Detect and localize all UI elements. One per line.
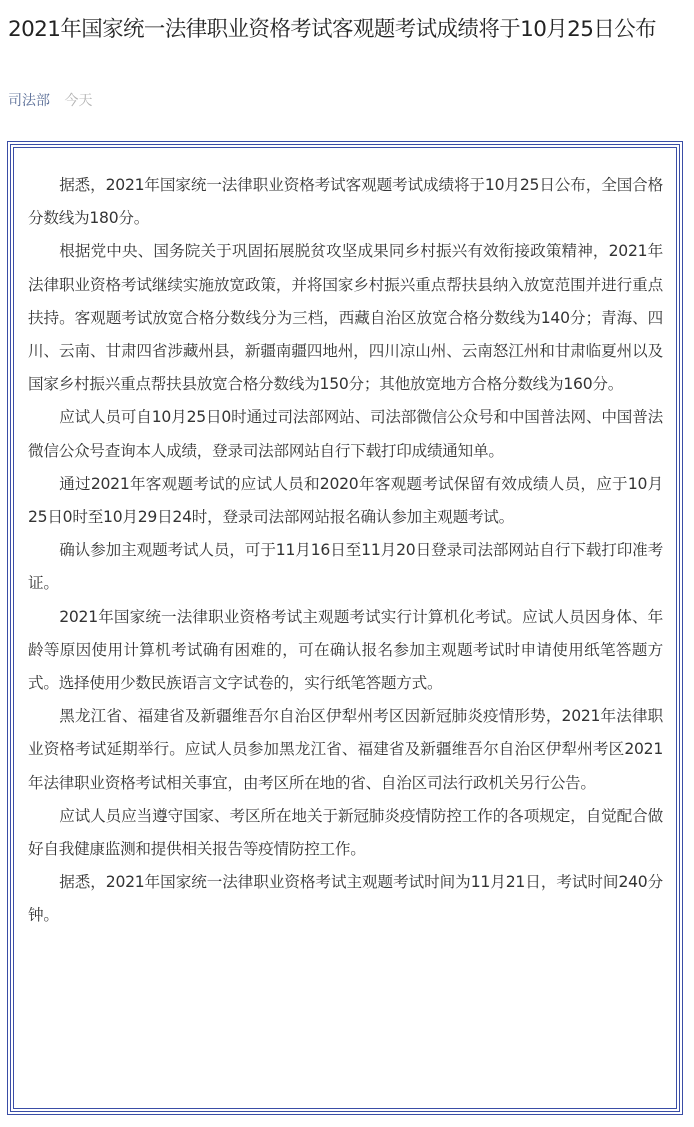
paragraph: 确认参加主观题考试人员，可于11月16日至11月20日登录司法部网站自行下载打印准考证。 [28, 541, 663, 593]
paragraph: 黑龙江省、福建省及新疆维吾尔自治区伊犁州考区因新冠肺炎疫情形势，2021年法律职业资格考试延期举行。应试人员参加黑龙江省、福建省及新疆维吾尔自治区伊犁州考区2021年法律职业资格考试相关事宜，由考区所在地的省、自治区司法行政机关另行公告。 [28, 707, 663, 792]
paragraph: 据悉，2021年国家统一法律职业资格考试主观题考试时间为11月21日，考试时间240分钟。 [28, 873, 663, 925]
article-content [28, 169, 663, 933]
paragraph: 应试人员应当遵守国家、考区所在地关于新冠肺炎疫情防控工作的各项规定，自觉配合做好自我健康监测和提供相关报告等疫情防控工作。 [28, 806, 663, 859]
publish-date: 今天 [64, 93, 93, 109]
source-link[interactable]: 司法部 [8, 93, 50, 109]
article-meta [8, 91, 92, 111]
paragraph: 通过2021年客观题考试的应试人员和2020年客观题考试保留有效成绩人员，应于10月25日0时至10月29日24时，登录司法部网站报名确认参加主观题考试。 [28, 474, 663, 527]
article-title: 2021年国家统一法律职业资格考试客观题考试成绩将于10月25日公布 [8, 17, 657, 42]
paragraph: 应试人员可自10月25日0时通过司法部网站、司法部微信公众号和中国普法网、中国普法微信公众号查询本人成绩，登录司法部网站自行下载打印成绩通知单。 [28, 408, 663, 460]
paragraph: 根据党中央、国务院关于巩固拓展脱贫攻坚成果同乡村振兴有效衔接政策精神，2021年法律职业资格考试继续实施放宽政策，并将国家乡村振兴重点帮扶县纳入放宽范围并进行重点扶持。客观题考试放宽合格分数线分为三档，西藏自治区放宽合格分数线为140分；青海、四川、云南、甘肃四省涉藏州县，新疆南疆四地州，四川凉山州、云南怒江州和甘肃临夏州以及国家乡村振兴重点帮扶县放宽合格分数线为150分；其他放宽地方合格分数线为160分。 [28, 242, 663, 394]
paragraph: 据悉，2021年国家统一法律职业资格考试客观题考试成绩将于10月25日公布，全国合格分数线为180分。 [28, 176, 663, 228]
paragraph: 2021年国家统一法律职业资格考试主观题考试实行计算机化考试。应试人员因身体、年龄等原因使用计算机考试确有困难的，可在确认报名参加主观题考试时申请使用纸笔答题方式。选择使用少数民族语言文字试卷的，实行纸笔答题方式。 [28, 607, 663, 693]
article-body-frame [7, 141, 683, 1115]
